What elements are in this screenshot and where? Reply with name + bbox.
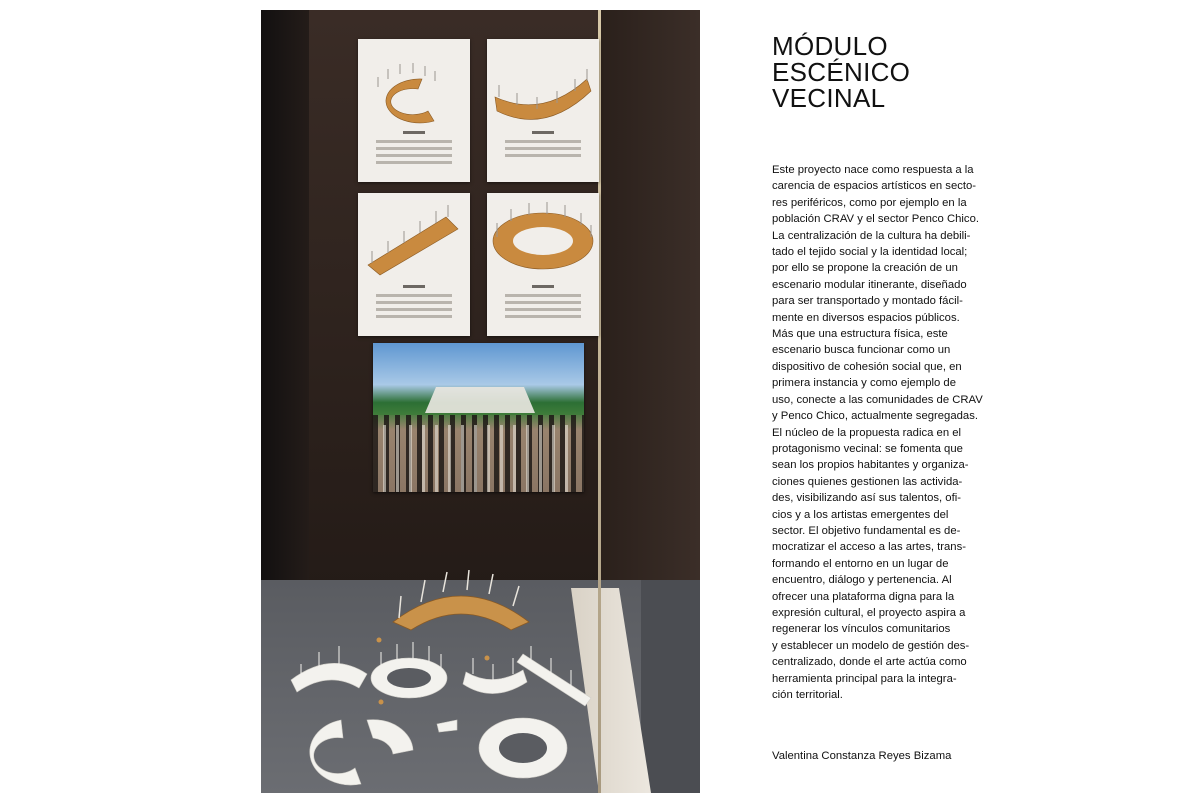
project-title bbox=[772, 33, 1012, 111]
right-wall bbox=[599, 10, 700, 590]
body-line: mente en diversos espacios públicos. bbox=[772, 311, 960, 324]
body-line: escenario modular itinerante, diseñado bbox=[772, 278, 967, 291]
body-line: sector. El objetivo fundamental es de- bbox=[772, 524, 961, 537]
exhibition-photo bbox=[261, 10, 700, 793]
body-line: ción territorial. bbox=[772, 689, 843, 701]
body-line: tado el tejido social y la identidad local; bbox=[772, 246, 968, 259]
body-line: escenario busca funcionar como un bbox=[772, 344, 951, 357]
body-line: población CRAV y el sector Penco Chico. bbox=[772, 213, 980, 226]
body-line: expresión cultural, el proyecto aspira a bbox=[772, 606, 966, 619]
poster-ring-stage bbox=[487, 193, 599, 336]
wood-model bbox=[393, 596, 529, 630]
author-name: Valentina Constanza Reyes Bizama bbox=[772, 750, 952, 762]
body-line: des, visibilizando así sus talentos, ofi- bbox=[772, 492, 962, 505]
stage-render-print bbox=[373, 343, 584, 492]
body-line: primera instancia y como ejemplo de bbox=[772, 377, 956, 390]
body-line: mocratizar el acceso a las artes, trans- bbox=[772, 541, 966, 554]
body-line: regenerar los vínculos comunitarios bbox=[772, 623, 951, 636]
paper-arc-model bbox=[291, 663, 367, 692]
body-line: uso, conecte a las comunidades de CRAV bbox=[772, 393, 983, 406]
stage-models bbox=[261, 570, 700, 793]
arc-stage-drawing bbox=[487, 39, 599, 182]
title-line-2: ESCÉNICO bbox=[772, 57, 911, 87]
poster-straight-stage bbox=[358, 193, 470, 336]
poster-arc-stage bbox=[487, 39, 599, 182]
body-line: y establecer un modelo de gestión des- bbox=[772, 639, 970, 652]
body-line: formando el entorno en un lugar de bbox=[772, 557, 949, 570]
body-line: ciones quienes gestionen las activida- bbox=[772, 475, 963, 488]
body-line: centralizado, donde el arte actúa como bbox=[772, 656, 967, 669]
title-line-1: MÓDULO bbox=[772, 31, 888, 61]
body-line: dispositivo de cohesión social que, en bbox=[772, 360, 962, 373]
render-stage bbox=[425, 387, 535, 413]
poster-c-stage bbox=[358, 39, 470, 182]
body-line: encuentro, diálogo y pertenencia. Al bbox=[772, 574, 952, 587]
body-line: herramienta principal para la integra- bbox=[772, 672, 957, 685]
body-line: por ello se propone la creación de un bbox=[772, 262, 958, 275]
title-line-3: VECINAL bbox=[772, 83, 886, 113]
body-line: La centralización de la cultura ha debili- bbox=[772, 229, 971, 242]
body-line: res periféricos, como por ejemplo en la bbox=[772, 196, 967, 209]
body-line: protagonismo vecinal: se fomenta que bbox=[772, 442, 963, 455]
body-line: cios y a los artistas emergentes del bbox=[772, 508, 949, 521]
paper-c-model bbox=[310, 720, 361, 785]
body-line: ofrecer una plataforma digna para la bbox=[772, 590, 955, 603]
body-line: Este proyecto nace como respuesta a la bbox=[772, 164, 974, 176]
body-line: Más que una estructura física, este bbox=[772, 328, 948, 341]
project-description bbox=[772, 162, 1012, 703]
body-line: El núcleo de la propuesta radica en el bbox=[772, 426, 962, 439]
body-line: carencia de espacios artísticos en secto- bbox=[772, 180, 977, 193]
body-line: sean los propios habitantes y organiza- bbox=[772, 459, 969, 472]
body-line: y Penco Chico, actualmente segregadas. bbox=[772, 410, 978, 423]
paper-straight-model bbox=[517, 654, 591, 706]
body-line: para ser transportado y montado fácil- bbox=[772, 295, 963, 308]
